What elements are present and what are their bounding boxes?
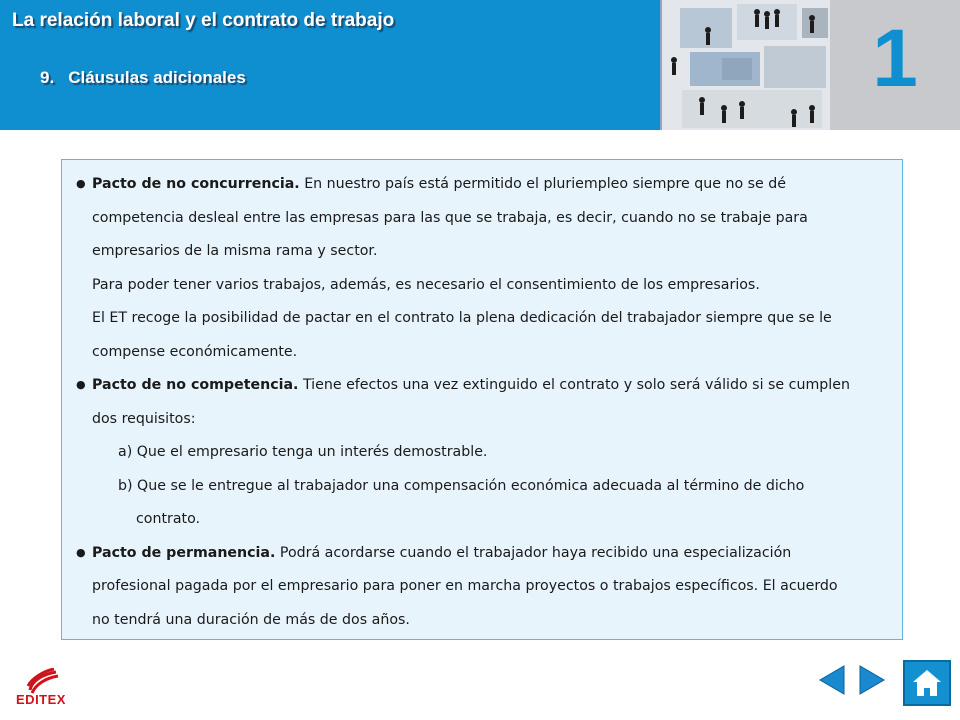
next-button[interactable] (858, 664, 886, 696)
triangle-left-icon (818, 664, 846, 696)
item-line: dos requisitos: (92, 410, 196, 427)
item-title: Pacto de no concurrencia. (92, 176, 300, 192)
previous-button[interactable] (818, 664, 846, 696)
header-collage-image (660, 0, 830, 130)
list-item (76, 172, 884, 373)
item-line: compense económicamente. (92, 343, 298, 360)
item-line: profesional pagada por el empresario para poner en marcha proyectos o trabajos específicos. El acuerdo (92, 578, 838, 594)
section-heading (40, 68, 246, 88)
item-title: Pacto de permanencia. (92, 544, 276, 561)
item-line (92, 172, 884, 206)
editex-logo (10, 668, 72, 712)
item-title: Pacto de no competencia. (92, 377, 299, 393)
chapter-number: 1 (872, 13, 918, 104)
logo-text: EDITEX (16, 692, 66, 707)
item-line: El ET recoge la posibilidad de pactar en el contrato la plena dedicación del trabajador siempre que se le (92, 310, 832, 326)
list-item (76, 541, 884, 642)
sub-item-b-continuation: contrato. (136, 511, 201, 527)
item-text: Tiene efectos una vez extinguido el contrato y solo será válido si se cumplen (298, 377, 850, 393)
house-icon (905, 662, 949, 704)
list-item (76, 373, 884, 541)
item-line: empresarios de la misma rama y sector. (92, 243, 378, 259)
content-panel (61, 159, 903, 640)
page-title: La relación laboral y el contrato de trabajo (12, 10, 395, 31)
section-title: Cláusulas adicionales (68, 68, 246, 87)
section-number: 9. (40, 68, 55, 87)
item-line: no tendrá una duración de más de dos años. (92, 611, 410, 628)
bullet-icon: ● (76, 177, 86, 190)
bullet-icon: ● (76, 545, 86, 559)
sub-item-a: a) Que el empresario tenga un interés demostrable. (118, 444, 488, 460)
bullet-icon: ● (76, 378, 86, 391)
item-line: Para poder tener varios trabajos, además, es necesario el consentimiento de los empresarios. (92, 276, 760, 293)
triangle-right-icon (858, 664, 886, 696)
item-line: competencia desleal entre las empresas para las que se trabaja, es decir, cuando no se trabaje para (92, 209, 808, 226)
item-line (92, 373, 884, 407)
item-text: Podrá acordarse cuando el trabajador haya recibido una especialización (275, 544, 792, 561)
item-text: En nuestro país está permitido el pluriempleo siempre que no se dé (299, 176, 787, 192)
sub-item-b: b) Que se le entregue al trabajador una compensación económica adecuada al término de dicho (118, 477, 805, 494)
chapter-badge (830, 0, 960, 130)
item-line (92, 541, 884, 575)
home-button[interactable] (903, 660, 951, 706)
editex-logo-mark (10, 668, 72, 694)
